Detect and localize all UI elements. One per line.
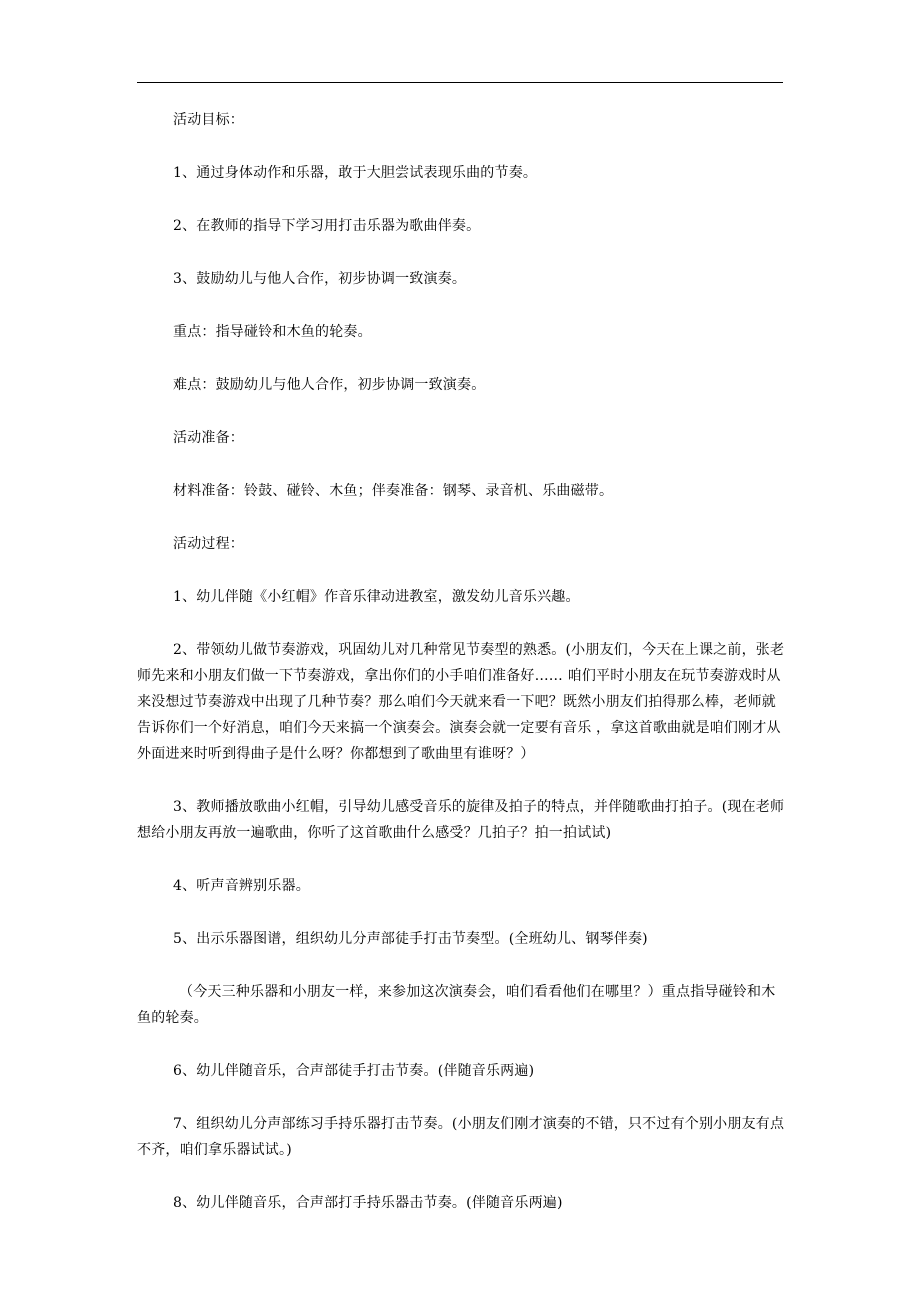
document-body bbox=[137, 107, 785, 1243]
process-step-4: 4、听声音辨别乐器。 bbox=[173, 878, 310, 894]
goal-item-1: 1、通过身体动作和乐器，敢于大胆尝试表现乐曲的节奏。 bbox=[173, 165, 538, 181]
process-step-5: 5、出示乐器图谱，组织幼儿分声部徒手打击节奏型。(全班幼儿、钢琴伴奏) bbox=[173, 931, 648, 947]
process-step-6: 6、幼儿伴随音乐，合声部徒手打击节奏。(伴随音乐两遍) bbox=[173, 1063, 535, 1079]
section-heading-preparation: 活动准备： bbox=[173, 430, 244, 446]
materials-paragraph: 材料准备：铃鼓、碰铃、木鱼；伴奏准备：钢琴、录音机、乐曲磁带。 bbox=[173, 483, 614, 499]
goal-item-3: 3、鼓励幼儿与他人合作，初步协调一致演奏。 bbox=[173, 271, 467, 287]
difficult-point: 难点：鼓励幼儿与他人合作，初步协调一致演奏。 bbox=[173, 377, 486, 393]
goal-item-2: 2、在教师的指导下学习用打击乐器为歌曲伴奏。 bbox=[173, 218, 481, 234]
process-step-5-note: （今天三种乐器和小朋友一样，来参加这次演奏会，咱们看看他们在哪里？）重点指导碰铃和木鱼的轮奏。 bbox=[137, 984, 776, 1026]
key-point: 重点：指导碰铃和木鱼的轮奏。 bbox=[173, 324, 372, 340]
header-rule bbox=[137, 82, 783, 83]
process-step-3: 3、教师播放歌曲小红帽，引导幼儿感受音乐的旋律及拍子的特点，并伴随歌曲打拍子。(现在老师想给小朋友再放一遍歌曲，你听了这首歌曲什么感受？几拍子？拍一拍试试) bbox=[137, 799, 785, 841]
process-step-8: 8、幼儿伴随音乐，合声部打手持乐器击节奏。(伴随音乐两遍) bbox=[173, 1195, 563, 1211]
section-heading-process: 活动过程： bbox=[173, 536, 244, 552]
process-step-2: 2、带领幼儿做节奏游戏，巩固幼儿对几种常见节奏型的熟悉。(小朋友们，今天在上课之前，张老师先来和小朋友们做一下节奏游戏，拿出你们的小手咱们准备好…… 咱们平时小朋友在玩节奏游戏时从来没想过节奏游戏中出现了几种节奏？那么咱们今天就来看一下吧？既然小朋友们拍得那么棒，老师就告诉你们一个好消息，咱们今天来搞一个演奏会。演奏会就一定要有音乐 ，拿这首歌曲就是咱们刚才从外面进来时听到得曲子是什么呀？你都想到了歌曲里有谁呀？） bbox=[137, 642, 785, 762]
process-step-1: 1、幼儿伴随《小红帽》作音乐律动进教室，激发幼儿音乐兴趣。 bbox=[173, 589, 580, 605]
process-step-7: 7、组织幼儿分声部练习手持乐器打击节奏。(小朋友们刚才演奏的不错，只不过有个别小朋友有点不齐，咱们拿乐器试试。) bbox=[137, 1116, 785, 1158]
section-heading-goals: 活动目标： bbox=[173, 112, 244, 128]
